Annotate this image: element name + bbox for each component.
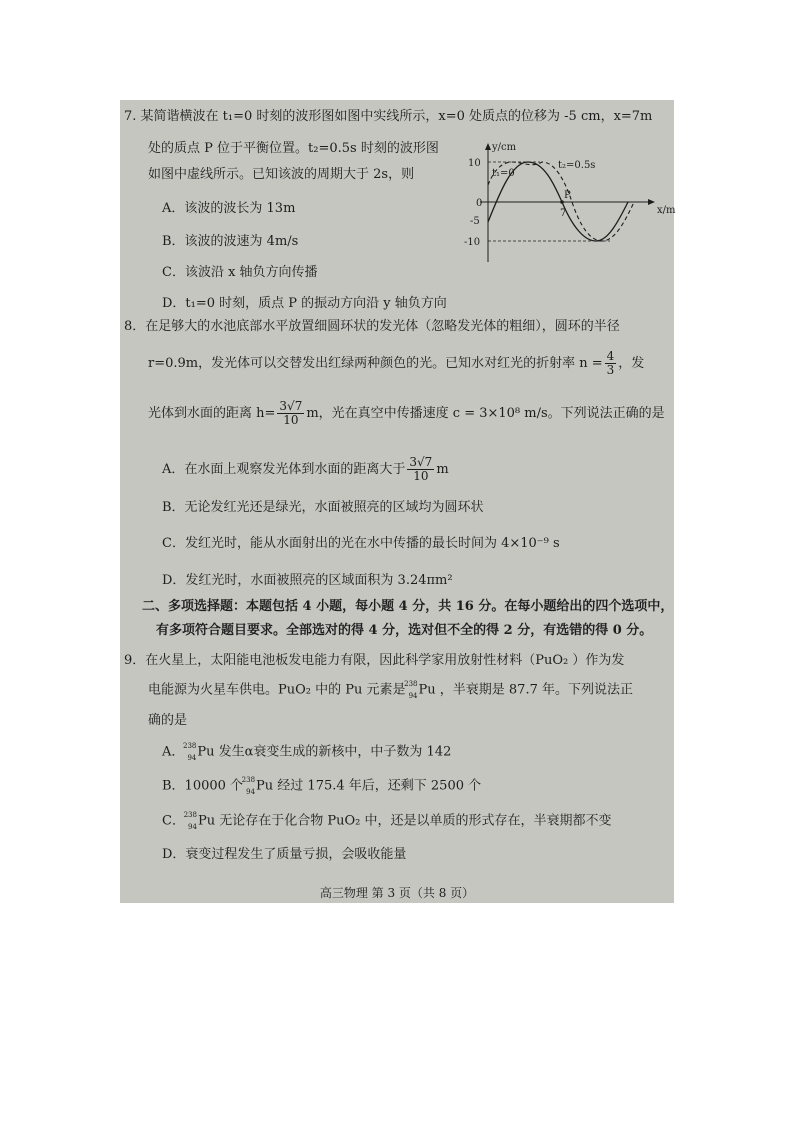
pu238-nuclide: 238 94 [183, 811, 197, 831]
q8-option-b: B．无论发红光还是绿光，水面被照亮的区域均为圆环状 [162, 500, 484, 515]
q9-stem-line2: 电能源为火星车供电。PuO₂ 中的 Pu 元素是 238 94 Pu ，半衰期是 87.7 年。下列说法正 [148, 680, 633, 700]
q9-option-c: C． 238 94 Pu 无论存在于化合物 PuO₂ 中，还是以单质的形式存在，半衰期都不变 [162, 811, 612, 831]
point-p-label: P [564, 190, 571, 201]
y-tick-neg5: -5 [470, 216, 480, 227]
x-axis-arrow [648, 199, 655, 205]
y-axis-label: y/cm [492, 142, 517, 153]
solid-curve-label: t₁=0 [492, 168, 515, 179]
q7-option-b: B．该波的波速为 4m/s [162, 234, 299, 249]
q7-stem-line3: 如图中虚线所示。已知该波的周期大于 2s，则 [148, 167, 415, 182]
pu238-nuclide: 238 94 [241, 776, 256, 796]
q7-stem-line2: 处的质点 P 位于平衡位置。t₂=0.5s 时刻的波形图 [148, 141, 439, 156]
q7-option-d: D．t₁=0 时刻，质点 P 的振动方向沿 y 轴负方向 [162, 296, 447, 311]
q8-option-d: D．发红光时，水面被照亮的区域面积为 3.24πm² [162, 573, 453, 588]
q9-stem-line1: 9．在火星上，太阳能电池板发电能力有限，因此科学家用放射性材料（PuO₂ ）作为发 [124, 653, 625, 668]
refractive-index-fraction: $\frac{4}{3}$ [606, 349, 615, 377]
y-tick-10: 10 [468, 158, 481, 169]
origin-label: 0 [476, 198, 483, 209]
x-tick-7: 7 [560, 208, 567, 219]
q8-option-a: A．在水面上观察发光体到水面的距离大于 $\frac{3√7}{10}$ m [162, 455, 449, 483]
q7-option-a: A．该波的波长为 13m [162, 201, 296, 216]
q8-stem-line3: 光体到水面的距离 h= $\frac{3√7}{10}$ m，光在真空中传播速度 c = 3×10⁸ m/s。下列说法正确的是 [148, 399, 665, 427]
pu238-nuclide: 238 94 [404, 680, 418, 700]
page-footer: 高三物理 第 3 页（共 8 页） [319, 886, 475, 900]
section2-instruction-line2: 有多项符合题目要求。全部选对的得 4 分，选对但不全的得 2 分，有选错的得 0 分。 [156, 623, 653, 638]
q7-stem-line1: 7. 某简谐横波在 t₁=0 时刻的波形图如图中实线所示，x=0 处质点的位移为 -5 cm，x=7m [124, 109, 653, 124]
q7-option-c: C．该波沿 x 轴负方向传播 [162, 265, 318, 280]
q8-option-c: C．发红光时，能从水面射出的光在水中传播的最长时间为 4×10⁻⁹ s [162, 536, 560, 551]
q9-option-d: D．衰变过程发生了质量亏损，会吸收能量 [162, 847, 407, 862]
q9-stem-line3: 确的是 [148, 713, 188, 728]
section2-instruction-line1: 二、多项选择题：本题包括 4 小题，每小题 4 分，共 16 分。在每小题给出的四个选项中， [142, 599, 674, 614]
depth-fraction: $\frac{3√7}{10}$ [279, 399, 303, 427]
pu238-nuclide: 238 94 [183, 742, 197, 762]
apparent-depth-fraction: $\frac{3√7}{10}$ [409, 455, 433, 483]
y-axis-arrow [485, 143, 491, 150]
q9-option-b: B．10000 个 238 94 Pu 经过 175.4 年后，还剩下 2500 个 [162, 776, 482, 796]
wave-graph [450, 140, 680, 270]
q8-stem-line1: 8．在足够大的水池底部水平放置细圆环状的发光体（忽略发光体的粗细），圆环的半径 [124, 319, 620, 334]
q9-option-a: A． 238 94 Pu 发生α衰变生成的新核中，中子数为 142 [162, 742, 452, 762]
x-axis-label: x/m [657, 205, 676, 216]
dashed-curve-label: t₂=0.5s [558, 160, 596, 171]
y-tick-neg10: -10 [464, 237, 481, 248]
q8-stem-line2: r=0.9m，发光体可以交替发出红绿两种颜色的光。已知水对红光的折射率 n = $\frac{4}{3}$ ，发 [148, 349, 645, 377]
